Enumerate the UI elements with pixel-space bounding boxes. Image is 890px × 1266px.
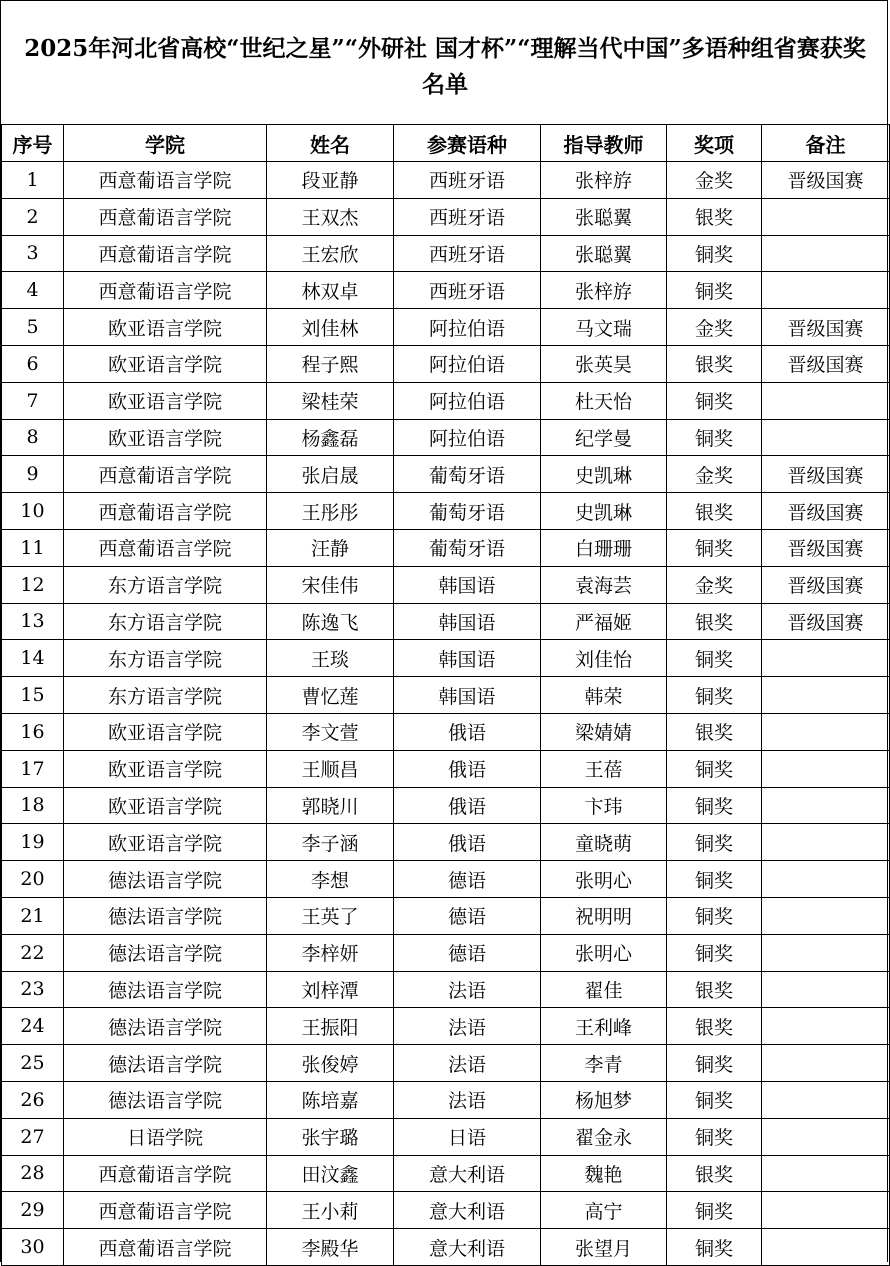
serial-number-cell: 7 (2, 382, 64, 419)
table-row (2, 1045, 890, 1082)
header-note: 备注 (762, 125, 890, 162)
serial-number-cell: 16 (2, 713, 64, 750)
award-cell: 银奖 (667, 1155, 762, 1192)
teacher-cell: 刘佳怡 (541, 640, 667, 677)
note-cell (762, 198, 890, 235)
name-cell: 王双杰 (267, 198, 394, 235)
language-cell: 韩国语 (394, 677, 541, 714)
name-cell: 李殿华 (267, 1229, 394, 1266)
serial-number-cell: 28 (2, 1155, 64, 1192)
college-cell: 德法语言学院 (64, 971, 267, 1008)
language-cell: 阿拉伯语 (394, 345, 541, 382)
serial-number-cell: 21 (2, 897, 64, 934)
table-header-row (2, 125, 890, 162)
serial-number-cell: 27 (2, 1118, 64, 1155)
teacher-cell: 张梓斿 (541, 162, 667, 199)
note-cell (762, 677, 890, 714)
table-row (2, 677, 890, 714)
note-cell: 晋级国赛 (762, 603, 890, 640)
table-row (2, 750, 890, 787)
note-cell (762, 419, 890, 456)
serial-number-cell: 17 (2, 750, 64, 787)
table-row (2, 382, 890, 419)
language-cell: 意大利语 (394, 1192, 541, 1229)
note-cell (762, 1229, 890, 1266)
note-cell (762, 1118, 890, 1155)
teacher-cell: 王蓓 (541, 750, 667, 787)
teacher-cell: 张聪翼 (541, 198, 667, 235)
teacher-cell: 马文瑞 (541, 309, 667, 346)
note-cell: 晋级国赛 (762, 309, 890, 346)
teacher-cell: 王利峰 (541, 1008, 667, 1045)
college-cell: 德法语言学院 (64, 934, 267, 971)
college-cell: 欧亚语言学院 (64, 787, 267, 824)
language-cell: 法语 (394, 971, 541, 1008)
teacher-cell: 杨旭梦 (541, 1081, 667, 1118)
college-cell: 西意葡语言学院 (64, 1155, 267, 1192)
note-cell (762, 1192, 890, 1229)
name-cell: 曹忆莲 (267, 677, 394, 714)
teacher-cell: 纪学曼 (541, 419, 667, 456)
name-cell: 张俊婷 (267, 1045, 394, 1082)
teacher-cell: 祝明明 (541, 897, 667, 934)
teacher-cell: 梁婧婧 (541, 713, 667, 750)
language-cell: 韩国语 (394, 603, 541, 640)
serial-number-cell: 13 (2, 603, 64, 640)
college-cell: 欧亚语言学院 (64, 382, 267, 419)
name-cell: 林双卓 (267, 272, 394, 309)
teacher-cell: 李青 (541, 1045, 667, 1082)
note-cell (762, 750, 890, 787)
serial-number-cell: 19 (2, 824, 64, 861)
language-cell: 葡萄牙语 (394, 493, 541, 530)
serial-number-cell: 25 (2, 1045, 64, 1082)
serial-number-cell: 30 (2, 1229, 64, 1266)
note-cell (762, 235, 890, 272)
serial-number-cell: 18 (2, 787, 64, 824)
teacher-cell: 白珊珊 (541, 529, 667, 566)
note-cell (762, 824, 890, 861)
award-cell: 铜奖 (667, 529, 762, 566)
table-row (2, 1118, 890, 1155)
note-cell (762, 272, 890, 309)
teacher-cell: 张明心 (541, 934, 667, 971)
name-cell: 刘梓潭 (267, 971, 394, 1008)
name-cell: 王琰 (267, 640, 394, 677)
teacher-cell: 魏艳 (541, 1155, 667, 1192)
language-cell: 西班牙语 (394, 198, 541, 235)
table-row (2, 272, 890, 309)
note-cell (762, 897, 890, 934)
table-row (2, 971, 890, 1008)
note-cell (762, 713, 890, 750)
header-language: 参赛语种 (394, 125, 541, 162)
language-cell: 法语 (394, 1045, 541, 1082)
header-award: 奖项 (667, 125, 762, 162)
serial-number-cell: 3 (2, 235, 64, 272)
teacher-cell: 张英昊 (541, 345, 667, 382)
serial-number-cell: 26 (2, 1081, 64, 1118)
college-cell: 德法语言学院 (64, 897, 267, 934)
college-cell: 西意葡语言学院 (64, 162, 267, 199)
language-cell: 韩国语 (394, 640, 541, 677)
teacher-cell: 高宁 (541, 1192, 667, 1229)
award-cell: 铜奖 (667, 1118, 762, 1155)
name-cell: 郭晓川 (267, 787, 394, 824)
serial-number-cell: 8 (2, 419, 64, 456)
name-cell: 王顺昌 (267, 750, 394, 787)
award-cell: 铜奖 (667, 1081, 762, 1118)
name-cell: 王英了 (267, 897, 394, 934)
college-cell: 欧亚语言学院 (64, 419, 267, 456)
table-row (2, 1081, 890, 1118)
teacher-cell: 史凯琳 (541, 493, 667, 530)
college-cell: 德法语言学院 (64, 861, 267, 898)
college-cell: 德法语言学院 (64, 1045, 267, 1082)
college-cell: 西意葡语言学院 (64, 456, 267, 493)
language-cell: 德语 (394, 934, 541, 971)
note-cell: 晋级国赛 (762, 566, 890, 603)
award-cell: 银奖 (667, 493, 762, 530)
serial-number-cell: 1 (2, 162, 64, 199)
award-cell: 金奖 (667, 566, 762, 603)
header-serial-number: 序号 (2, 125, 64, 162)
table-row (2, 787, 890, 824)
table-row (2, 456, 890, 493)
table-row (2, 861, 890, 898)
college-cell: 西意葡语言学院 (64, 529, 267, 566)
award-cell: 金奖 (667, 162, 762, 199)
award-cell: 铜奖 (667, 1045, 762, 1082)
language-cell: 俄语 (394, 713, 541, 750)
table-body (2, 162, 890, 1266)
note-cell (762, 1081, 890, 1118)
college-cell: 西意葡语言学院 (64, 493, 267, 530)
note-cell: 晋级国赛 (762, 162, 890, 199)
note-cell: 晋级国赛 (762, 456, 890, 493)
table-row (2, 493, 890, 530)
serial-number-cell: 12 (2, 566, 64, 603)
name-cell: 梁桂荣 (267, 382, 394, 419)
teacher-cell: 韩荣 (541, 677, 667, 714)
serial-number-cell: 4 (2, 272, 64, 309)
college-cell: 东方语言学院 (64, 640, 267, 677)
table-row (2, 1008, 890, 1045)
name-cell: 王宏欣 (267, 235, 394, 272)
award-cell: 铜奖 (667, 861, 762, 898)
language-cell: 西班牙语 (394, 235, 541, 272)
teacher-cell: 杜天怡 (541, 382, 667, 419)
language-cell: 法语 (394, 1081, 541, 1118)
note-cell (762, 934, 890, 971)
college-cell: 西意葡语言学院 (64, 272, 267, 309)
note-cell (762, 382, 890, 419)
college-cell: 西意葡语言学院 (64, 1192, 267, 1229)
teacher-cell: 翟佳 (541, 971, 667, 1008)
serial-number-cell: 2 (2, 198, 64, 235)
college-cell: 德法语言学院 (64, 1081, 267, 1118)
award-cell: 银奖 (667, 971, 762, 1008)
college-cell: 日语学院 (64, 1118, 267, 1155)
header-teacher: 指导教师 (541, 125, 667, 162)
note-cell (762, 1045, 890, 1082)
teacher-cell: 童晓萌 (541, 824, 667, 861)
award-cell: 银奖 (667, 713, 762, 750)
serial-number-cell: 15 (2, 677, 64, 714)
name-cell: 程子熙 (267, 345, 394, 382)
note-cell: 晋级国赛 (762, 493, 890, 530)
award-cell: 铜奖 (667, 897, 762, 934)
teacher-cell: 史凯琳 (541, 456, 667, 493)
name-cell: 陈培嘉 (267, 1081, 394, 1118)
name-cell: 李文萱 (267, 713, 394, 750)
language-cell: 阿拉伯语 (394, 309, 541, 346)
college-cell: 欧亚语言学院 (64, 345, 267, 382)
table-row (2, 309, 890, 346)
note-cell: 晋级国赛 (762, 529, 890, 566)
table-row (2, 162, 890, 199)
table-row (2, 603, 890, 640)
award-list-table (1, 124, 890, 1266)
note-cell (762, 971, 890, 1008)
table-row (2, 713, 890, 750)
teacher-cell: 张梓斿 (541, 272, 667, 309)
award-cell: 铜奖 (667, 419, 762, 456)
teacher-cell: 张明心 (541, 861, 667, 898)
table-row (2, 1155, 890, 1192)
table-row (2, 824, 890, 861)
language-cell: 德语 (394, 897, 541, 934)
college-cell: 西意葡语言学院 (64, 1229, 267, 1266)
note-cell (762, 640, 890, 677)
name-cell: 王小莉 (267, 1192, 394, 1229)
award-cell: 铜奖 (667, 824, 762, 861)
serial-number-cell: 23 (2, 971, 64, 1008)
serial-number-cell: 6 (2, 345, 64, 382)
college-cell: 东方语言学院 (64, 677, 267, 714)
language-cell: 西班牙语 (394, 162, 541, 199)
award-cell: 银奖 (667, 1008, 762, 1045)
award-cell: 银奖 (667, 198, 762, 235)
teacher-cell: 严福姬 (541, 603, 667, 640)
table-row (2, 345, 890, 382)
college-cell: 东方语言学院 (64, 566, 267, 603)
name-cell: 刘佳林 (267, 309, 394, 346)
serial-number-cell: 20 (2, 861, 64, 898)
award-cell: 铜奖 (667, 677, 762, 714)
name-cell: 张宇璐 (267, 1118, 394, 1155)
award-cell: 铜奖 (667, 1192, 762, 1229)
serial-number-cell: 11 (2, 529, 64, 566)
language-cell: 俄语 (394, 824, 541, 861)
language-cell: 西班牙语 (394, 272, 541, 309)
award-cell: 金奖 (667, 456, 762, 493)
college-cell: 欧亚语言学院 (64, 750, 267, 787)
serial-number-cell: 22 (2, 934, 64, 971)
name-cell: 张启晟 (267, 456, 394, 493)
serial-number-cell: 24 (2, 1008, 64, 1045)
serial-number-cell: 10 (2, 493, 64, 530)
college-cell: 西意葡语言学院 (64, 198, 267, 235)
language-cell: 法语 (394, 1008, 541, 1045)
note-cell (762, 787, 890, 824)
table-row (2, 235, 890, 272)
teacher-cell: 张聪翼 (541, 235, 667, 272)
note-cell (762, 1008, 890, 1045)
serial-number-cell: 29 (2, 1192, 64, 1229)
table-row (2, 934, 890, 971)
language-cell: 葡萄牙语 (394, 456, 541, 493)
table-row (2, 897, 890, 934)
college-cell: 西意葡语言学院 (64, 235, 267, 272)
document-title: 2025年河北省高校“世纪之星”“外研社 国才杯”“理解当代中国”多语种组省赛获奖名单 (24, 35, 866, 98)
note-cell (762, 1155, 890, 1192)
serial-number-cell: 5 (2, 309, 64, 346)
name-cell: 李梓妍 (267, 934, 394, 971)
table-row (2, 640, 890, 677)
award-cell: 银奖 (667, 603, 762, 640)
header-name: 姓名 (267, 125, 394, 162)
name-cell: 田汶鑫 (267, 1155, 394, 1192)
language-cell: 阿拉伯语 (394, 382, 541, 419)
language-cell: 韩国语 (394, 566, 541, 603)
college-cell: 德法语言学院 (64, 1008, 267, 1045)
award-cell: 铜奖 (667, 934, 762, 971)
name-cell: 陈逸飞 (267, 603, 394, 640)
name-cell: 王振阳 (267, 1008, 394, 1045)
serial-number-cell: 9 (2, 456, 64, 493)
table-row (2, 529, 890, 566)
note-cell: 晋级国赛 (762, 345, 890, 382)
award-cell: 铜奖 (667, 272, 762, 309)
award-cell: 金奖 (667, 309, 762, 346)
table-row (2, 1192, 890, 1229)
note-cell (762, 861, 890, 898)
name-cell: 王彤彤 (267, 493, 394, 530)
teacher-cell: 袁海芸 (541, 566, 667, 603)
name-cell: 李想 (267, 861, 394, 898)
award-cell: 铜奖 (667, 787, 762, 824)
language-cell: 意大利语 (394, 1155, 541, 1192)
award-cell: 铜奖 (667, 750, 762, 787)
award-cell: 铜奖 (667, 1229, 762, 1266)
serial-number-cell: 14 (2, 640, 64, 677)
language-cell: 俄语 (394, 750, 541, 787)
college-cell: 欧亚语言学院 (64, 309, 267, 346)
language-cell: 日语 (394, 1118, 541, 1155)
name-cell: 汪静 (267, 529, 394, 566)
language-cell: 德语 (394, 861, 541, 898)
table-row (2, 566, 890, 603)
college-cell: 欧亚语言学院 (64, 824, 267, 861)
award-cell: 铜奖 (667, 382, 762, 419)
table-row (2, 1229, 890, 1266)
name-cell: 宋佳伟 (267, 566, 394, 603)
name-cell: 段亚静 (267, 162, 394, 199)
teacher-cell: 翟金永 (541, 1118, 667, 1155)
college-cell: 东方语言学院 (64, 603, 267, 640)
award-cell: 银奖 (667, 345, 762, 382)
language-cell: 葡萄牙语 (394, 529, 541, 566)
table-row (2, 198, 890, 235)
language-cell: 阿拉伯语 (394, 419, 541, 456)
name-cell: 李子涵 (267, 824, 394, 861)
name-cell: 杨鑫磊 (267, 419, 394, 456)
teacher-cell: 张望月 (541, 1229, 667, 1266)
award-cell: 铜奖 (667, 640, 762, 677)
header-college: 学院 (64, 125, 267, 162)
college-cell: 欧亚语言学院 (64, 713, 267, 750)
teacher-cell: 卞玮 (541, 787, 667, 824)
language-cell: 意大利语 (394, 1229, 541, 1266)
award-cell: 铜奖 (667, 235, 762, 272)
table-row (2, 419, 890, 456)
language-cell: 俄语 (394, 787, 541, 824)
